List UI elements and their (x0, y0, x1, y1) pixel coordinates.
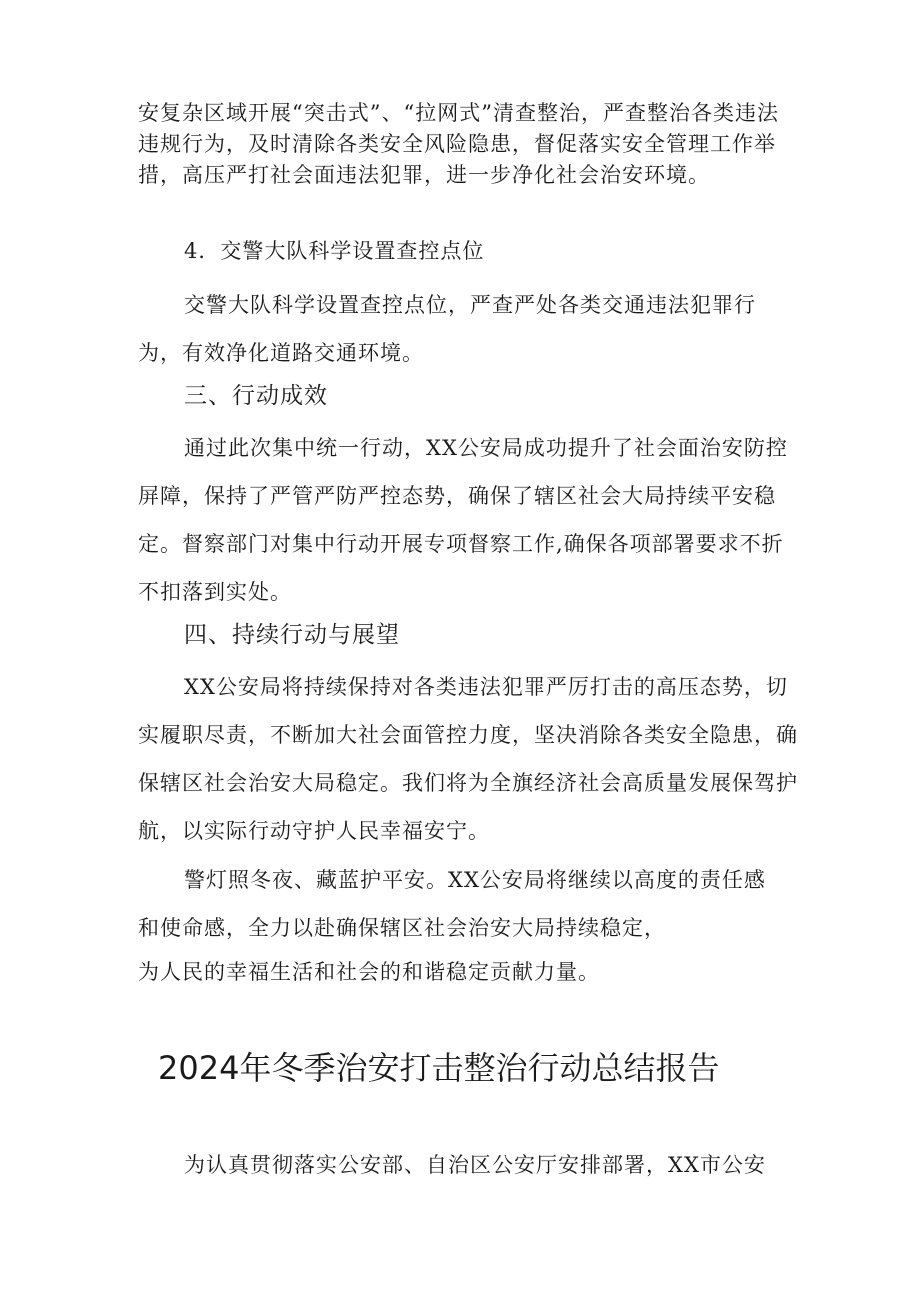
item-4-paragraph: 交警大队科学设置查控点位，严查严处各类交通违法犯罪行为，有效净化道路交通环境。 (138, 293, 756, 365)
intro-paragraph: 为认真贯彻落实公安部、自治区公安厅安排部署，XX市公安 (184, 1153, 766, 1177)
paragraph-4a-block (138, 663, 798, 855)
item-4-heading: 4．交警大队科学设置查控点位 (184, 239, 485, 263)
paragraph-4b-line-1: 警灯照冬夜、藏蓝护平安。XX公安局将继续以高度的责任感 (184, 868, 766, 892)
heading-3-block (138, 380, 798, 412)
paragraph-3: 通过此次集中统一行动，XX公安局成功提升了社会面治安防控屏障，保持了严管严防严控态势，确保了辖区社会大局持续平安稳定。督察部门对集中行动开展专项督察工作,确保各项部署要求不折不扣落到实处。 (138, 436, 788, 604)
intro-block (138, 1141, 798, 1189)
paragraph-4b-line-3: 为人民的幸福生活和社会的和谐稳定贡献力量。 (138, 960, 600, 984)
paragraph-4b-line-2: 和使命感，全力以赴确保辖区社会治安大局持续稳定， (138, 916, 666, 940)
section-1-continuation (138, 98, 798, 191)
paragraph-4a: XX公安局将持续保持对各类违法犯罪严厉打击的高压态势，切实履职尽责，不断加大社会面管控力度，坚决消除各类安全隐患，确保辖区社会治安大局稳定。我们将为全旗经济社会高质量发展保驾护航，以实际行动守护人民幸福安宁。 (138, 675, 798, 843)
report-title: 2024年冬季治安打击整治行动总结报告 (158, 1049, 720, 1087)
heading-4: 四、持续行动与展望 (184, 622, 400, 648)
item-4-heading-block (138, 236, 798, 267)
heading-3: 三、行动成效 (184, 383, 328, 409)
paragraph-4b-block (138, 856, 798, 992)
item-4-paragraph-block (138, 281, 798, 377)
paragraph-3-block (138, 424, 798, 616)
paragraph-continuation: 安复杂区域开展“突击式”、“拉网式”清查整治，严查整治各类违法违规行为，及时清除各类安全风险隐患，督促落实安全管理工作举措，高压严打社会面违法犯罪，进一步净化社会治安环境。 (138, 101, 779, 187)
heading-4-block (138, 619, 798, 651)
